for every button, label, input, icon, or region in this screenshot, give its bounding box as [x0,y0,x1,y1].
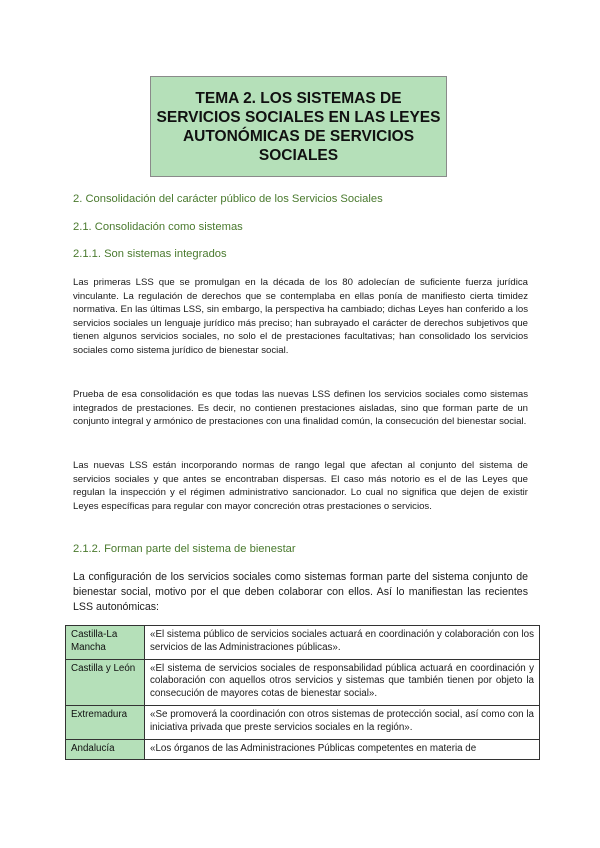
section-heading-2-1: 2.1. Consolidación como sistemas [73,221,243,233]
paragraph-3: Las nuevas LSS están incorporando normas de rango legal que afectan al conjunto del sistema de servicios sociales y que antes se encontraban dispersas. El caso más notorio es el de las Leyes que regulan la inspección y el régimen administrativo sancionador. Lo cual no significa que dejen de existir Leyes específicas para regular con mayor concreción otras prestaciones o servicios. [73,460,528,512]
region-cell: Extremadura [66,705,145,739]
section-heading-2-1-1: 2.1.1. Son sistemas integrados [73,248,227,260]
table-row [66,659,540,705]
section-heading-2: 2. Consolidación del carácter público de los Servicios Sociales [73,193,383,205]
table-row [66,626,540,660]
quote-cell: «Los órganos de las Administraciones Públicas competentes en materia de [145,739,540,760]
title-line: SOCIALES [258,146,339,164]
paragraph-2: Prueba de esa consolidación es que todas las nuevas LSS definen los servicios sociales como sistemas integrados de prestaciones. Es decir, no contienen prestaciones aisladas, sino que forman parte de un conjunto integral y armónico de prestaciones con una finalidad común, la consecución del bienestar social. [73,389,528,428]
quote-cell: «El sistema público de servicios sociales actuará en coordinación y colaboración con los servicios de las Administraciones públicas». [145,626,540,660]
section-heading-2-1-2: 2.1.2. Forman parte del sistema de bienestar [73,543,296,555]
paragraph-1: Las primeras LSS que se promulgan en la década de los 80 adolecían de suficiente fuerza jurídica vinculante. La regulación de derechos que se contemplaba en ellas ponía de manifiesto cierta timidez normativa. En las últimas LSS, sin embargo, la perspectiva ha cambiado; dichas Leyes han conferido a los servicios sociales un lenguaje jurídico más preciso; han subrayado el carácter de derechos subjetivos que tienen algunos servicios sociales, no solo el de prestaciones facultativas; han consolidado los servicios sociales como sistema jurídico de bienestar social. [73,277,528,356]
document-title [157,89,441,165]
table-row [66,705,540,739]
title-line: SERVICIOS SOCIALES EN LAS LEYES [156,108,441,126]
regional-quotes-table [65,625,540,760]
region-cell: Castilla-La Mancha [66,626,145,660]
title-box [150,76,447,177]
title-line: TEMA 2. LOS SISTEMAS DE [195,89,402,107]
paragraph-4: La configuración de los servicios sociales como sistemas forman parte del sistema conjunto de bienestar social, motivo por el que deben colaborar con ellos. Así lo manifiestan las recientes LSS autonómicas: [73,571,528,613]
region-cell: Andalucía [66,739,145,760]
region-cell: Castilla y León [66,659,145,705]
quote-cell: «El sistema de servicios sociales de responsabilidad pública actuará en coordinación y colaboración con aquellos otros servicios y sistemas que también tienen por objeto la consecución de mayores cotas de bienestar social». [145,659,540,705]
quote-cell: «Se promoverá la coordinación con otros sistemas de protección social, así como con la iniciativa privada que preste servicios sociales en la región». [145,705,540,739]
table-row [66,739,540,760]
title-line: AUTONÓMICAS DE SERVICIOS [182,127,415,145]
